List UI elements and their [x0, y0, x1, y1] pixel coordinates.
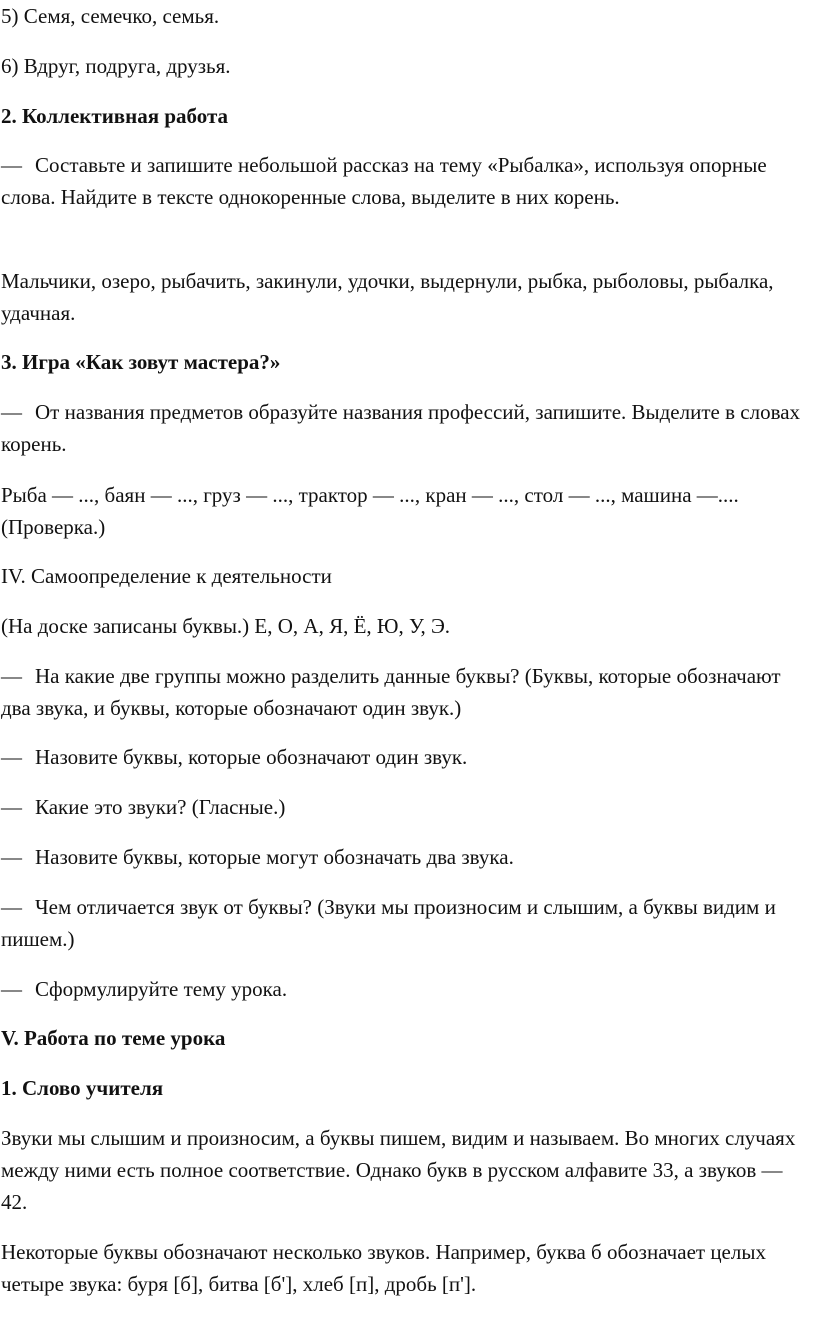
- question-sound-vs-letter: [1, 891, 809, 955]
- dash-marker: —: [1, 795, 22, 819]
- letters-on-board-paragraph: (На доске записаны буквы.) Е, О, А, Я, Ё, Ю, У, Э.: [1, 614, 451, 638]
- dash-marker: —: [1, 977, 22, 1001]
- list-item-6: 6) Вдруг, подруга, друзья.: [1, 54, 231, 78]
- list-item-5: 5) Семя, семечко, семья.: [1, 4, 220, 28]
- section-heading-self-determination: IV. Самоопределение к деятельности: [1, 564, 332, 588]
- section-heading-collective-work: 2. Коллективная работа: [1, 104, 229, 128]
- section-heading-game: 3. Игра «Как зовут мастера?»: [1, 350, 281, 374]
- professions-exercise-paragraph: Рыба — ..., баян — ..., груз — ..., трактор — ..., кран — ..., стол — ..., машина —.... (Проверка.): [1, 483, 739, 539]
- question-text: Назовите буквы, которые обозначают один звук.: [35, 745, 468, 769]
- dash-marker: —: [1, 745, 22, 769]
- dash-marker: —: [1, 400, 22, 424]
- question-one-sound-letters: [1, 741, 809, 773]
- question-text: Чем отличается звук от буквы? (Звуки мы произносим и слышим, а буквы видим и пишем.): [1, 895, 776, 951]
- teacher-word-paragraph: Звуки мы слышим и произносим, а буквы пишем, видим и называем. Во многих случаях между ними есть полное соответствие. Однако букв в русском алфавите 33, а звуков — 42.: [1, 1126, 796, 1214]
- subsection-heading-teacher-word: 1. Слово учителя: [1, 1076, 164, 1100]
- dash-marker: —: [1, 845, 22, 869]
- task-paragraph-story: [1, 149, 809, 213]
- task-paragraph-professions: [1, 396, 809, 460]
- question-text: Сформулируйте тему урока.: [35, 977, 288, 1001]
- dash-marker: —: [1, 153, 22, 177]
- task-text: Составьте и запишите небольшой рассказ на тему «Рыбалка», используя опорные слова. Найдите в тексте однокоренные слова, выделите в них корень.: [1, 153, 767, 209]
- letters-multiple-sounds-paragraph: Некоторые буквы обозначают несколько звуков. Например, буква б обозначает целых четыре звука: буря [б], битва [б'], хлеб [п], дробь [п'].: [1, 1240, 766, 1296]
- dash-marker: —: [1, 664, 22, 688]
- question-which-sounds: [1, 791, 809, 823]
- task-text: От названия предметов образуйте названия профессий, запишите. Выделите в словах корень.: [1, 400, 801, 456]
- question-text: Какие это звуки? (Гласные.): [35, 795, 286, 819]
- question-text: На какие две группы можно разделить данные буквы? (Буквы, которые обозначают два звука, и буквы, которые обозначают один звук.): [1, 664, 781, 720]
- support-words-paragraph: Мальчики, озеро, рыбачить, закинули, удочки, выдернули, рыбка, рыболовы, рыбалка, удачная.: [1, 269, 774, 325]
- question-text: Назовите буквы, которые могут обозначать два звука.: [35, 845, 514, 869]
- question-two-sound-letters: [1, 841, 809, 873]
- question-two-groups: [1, 660, 809, 724]
- question-lesson-topic: [1, 973, 809, 1005]
- section-heading-lesson-work: V. Работа по теме урока: [1, 1026, 226, 1050]
- dash-marker: —: [1, 895, 22, 919]
